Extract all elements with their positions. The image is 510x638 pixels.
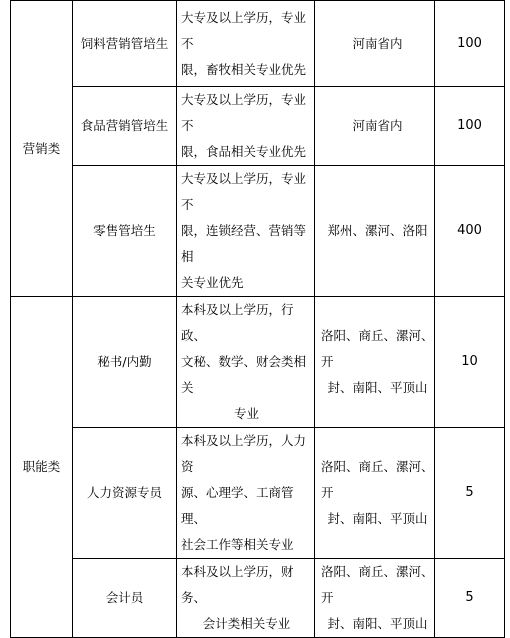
table-row <box>11 559 505 638</box>
location-line: 封、南阳、平顶山 <box>327 511 428 526</box>
requirement-line: 专业 <box>233 406 259 421</box>
count-cell: 100 <box>435 1 505 87</box>
requirement-line: 大专及以上学历，专业不 <box>181 92 307 133</box>
count-cell: 100 <box>435 87 505 166</box>
requirement-line: 限，畜牧相关专业优先 <box>181 61 307 77</box>
recruitment-table <box>10 0 505 638</box>
requirement-cell <box>177 166 315 297</box>
table-row <box>11 1 505 87</box>
requirement-line: 大专及以上学历，专业不 <box>181 171 307 212</box>
count-cell: 5 <box>435 428 505 559</box>
location-line: 洛阳、商丘、漯河、开 <box>321 328 434 369</box>
count-cell: 5 <box>435 559 505 638</box>
location-line: 封、南阳、平顶山 <box>327 616 428 631</box>
category-cell: 营销类 <box>11 1 73 297</box>
location-line: 河南省内 <box>352 35 403 51</box>
position-cell: 秘书/内勤 <box>73 297 177 428</box>
requirement-cell <box>177 87 315 166</box>
location-line: 洛阳、商丘、漯河、开 <box>321 459 434 500</box>
requirement-cell <box>177 1 315 87</box>
location-cell <box>315 1 435 87</box>
location-line: 河南省内 <box>352 118 403 133</box>
requirement-line: 限，连锁经营、营销等相 <box>181 223 307 264</box>
location-cell <box>315 297 435 428</box>
requirement-line: 会计类相关专业 <box>202 616 291 631</box>
location-line: 郑州、漯河、洛阳 <box>327 223 428 238</box>
location-line: 封、南阳、平顶山 <box>327 380 428 395</box>
count-cell: 10 <box>435 297 505 428</box>
location-cell <box>315 559 435 638</box>
location-cell <box>315 87 435 166</box>
requirement-line: 本科及以上学历，人力资 <box>181 433 307 474</box>
position-cell: 饲料营销管培生 <box>73 1 177 87</box>
requirement-line: 大专及以上学历，专业不 <box>181 9 307 51</box>
table-row <box>11 87 505 166</box>
table-row <box>11 428 505 559</box>
requirement-cell <box>177 428 315 559</box>
table-row <box>11 166 505 297</box>
category-cell: 职能类 <box>11 297 73 638</box>
requirement-line: 关专业优先 <box>181 275 244 290</box>
requirement-line: 源、心理学、工商管理、 <box>181 485 294 526</box>
location-line: 洛阳、商丘、漯河、开 <box>321 564 434 605</box>
position-cell: 人力资源专员 <box>73 428 177 559</box>
requirement-line: 文秘、数学、财会类相关 <box>181 354 307 395</box>
requirement-line: 社会工作等相关专业 <box>181 537 294 552</box>
position-cell: 零售管培生 <box>73 166 177 297</box>
requirement-line: 限，食品相关专业优先 <box>181 144 307 159</box>
position-cell: 食品营销管培生 <box>73 87 177 166</box>
count-cell: 400 <box>435 166 505 297</box>
requirement-cell <box>177 297 315 428</box>
requirement-line: 本科及以上学历，行政、 <box>181 302 294 343</box>
position-cell: 会计员 <box>73 559 177 638</box>
location-cell <box>315 428 435 559</box>
location-cell <box>315 166 435 297</box>
table-row <box>11 297 505 428</box>
requirement-line: 本科及以上学历，财务、 <box>181 564 294 605</box>
requirement-cell <box>177 559 315 638</box>
